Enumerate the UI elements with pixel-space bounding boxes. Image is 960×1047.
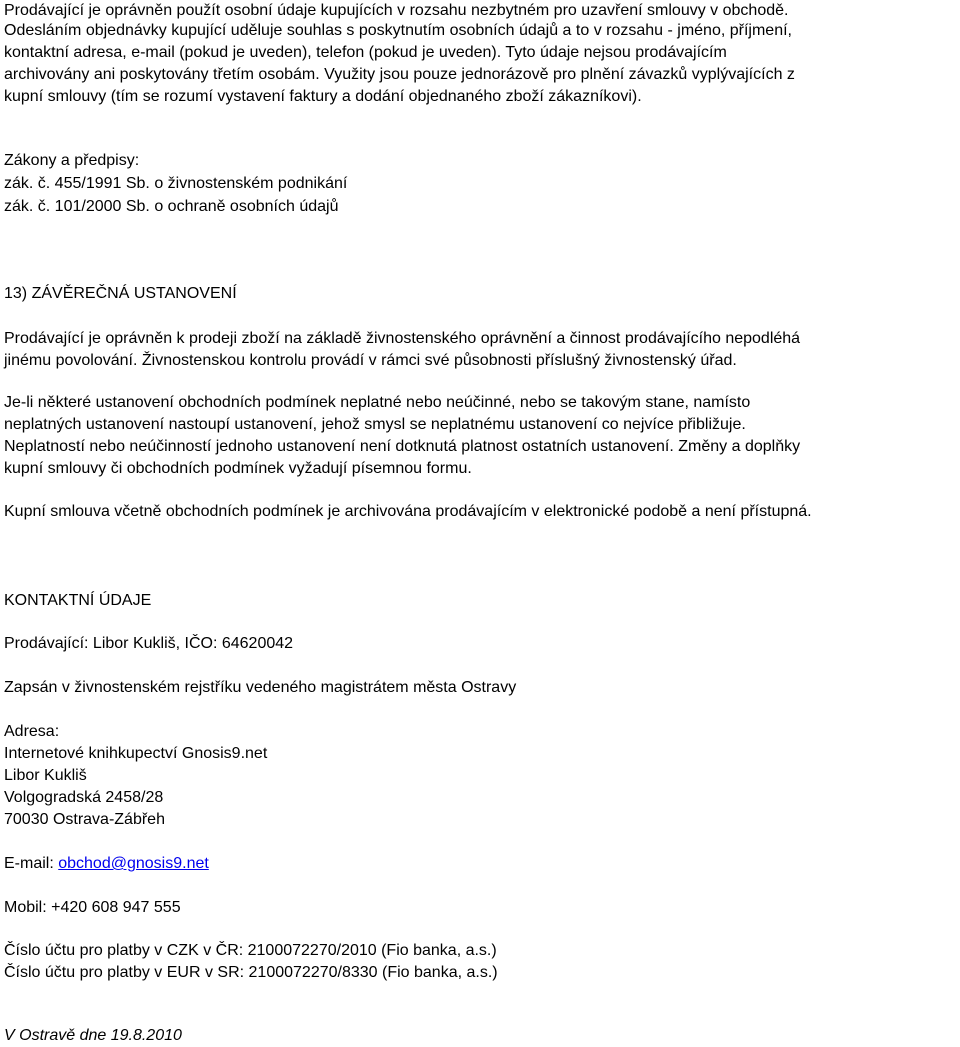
final-p2-line-1: Je-li některé ustanovení obchodních podmínek neplatné nebo neúčinné, nebo se takovým stane, namísto <box>4 394 751 411</box>
privacy-line-3: kontaktní adresa, e-mail (pokud je uveden), telefon (pokud je uveden). Tyto údaje nejsou prodávajícím <box>4 44 727 61</box>
date-line: V Ostravě dne 19.8.2010 <box>4 1027 182 1044</box>
final-p1-line-1: Prodávající je oprávněn k prodeji zboží na základě živnostenského oprávnění a činnost prodávajícího nepodléhá <box>4 330 801 347</box>
privacy-line-5: kupní smlouvy (tím se rozumí vystavení faktury a dodání objednaného zboží zákazníkovi). <box>4 88 642 105</box>
email-row <box>4 853 209 875</box>
contact-mobile: Mobil: +420 608 947 555 <box>4 899 181 916</box>
address-line-2: Libor Kukliš <box>4 767 87 784</box>
final-p3: Kupní smlouva včetně obchodních podmínek je archivována prodávajícím v elektronické podobě a není přístupná. <box>4 503 812 520</box>
email-label: E-mail: <box>4 855 59 872</box>
address-label: Adresa: <box>4 723 60 740</box>
final-p2-line-3: Neplatností nebo neúčinností jednoho ustanovení není dotknutá platnost ostatních ustanovení. Změny a doplňky <box>4 438 801 455</box>
privacy-line-2: Odesláním objednávky kupující uděluje souhlas s poskytnutím osobních údajů a to v rozsahu - jméno, příjmení, <box>4 22 792 39</box>
privacy-line-4: archivovány ani poskytovány třetím osobám. Využity jsou pouze jednorázově pro plnění závazků vyplývajících z <box>4 66 795 83</box>
contact-registry: Zapsán v živnostenském rejstříku vedeného magistrátem města Ostravy <box>4 679 517 696</box>
contact-heading: KONTAKTNÍ ÚDAJE <box>4 592 152 609</box>
laws-heading: Zákony a předpisy: <box>4 152 140 169</box>
law-item-1: zák. č. 455/1991 Sb. o živnostenském podnikání <box>4 175 348 192</box>
final-p1-line-2: jinému povolování. Živnostenskou kontrolu provádí v rámci své působnosti příslušný živnostenský úřad. <box>4 352 737 369</box>
address-line-1: Internetové knihkupectví Gnosis9.net <box>4 745 268 762</box>
contact-seller: Prodávající: Libor Kukliš, IČO: 64620042 <box>4 635 294 652</box>
address-line-4: 70030 Ostrava-Zábřeh <box>4 811 165 828</box>
account-czk: Číslo účtu pro platby v CZK v ČR: 2100072270/2010 (Fio banka, a.s.) <box>4 942 497 959</box>
final-p2-line-2: neplatných ustanovení nastoupí ustanovení, jehož smysl se neplatnému ustanovení co nejvíce přibližuje. <box>4 416 746 433</box>
privacy-line-1: Prodávající je oprávněn použít osobní údaje kupujících v rozsahu nezbytném pro uzavření smlouvy v obchodě. <box>4 2 789 19</box>
address-line-3: Volgogradská 2458/28 <box>4 789 164 806</box>
final-provisions-heading: 13) ZÁVĚREČNÁ USTANOVENÍ <box>4 285 237 302</box>
account-eur: Číslo účtu pro platby v EUR v SR: 2100072270/8330 (Fio banka, a.s.) <box>4 964 498 981</box>
final-p2-line-4: kupní smlouvy či obchodních podmínek vyžadují písemnou formu. <box>4 460 472 477</box>
law-item-2: zák. č. 101/2000 Sb. o ochraně osobních údajů <box>4 198 339 215</box>
email-link[interactable]: obchod@gnosis9.net <box>58 855 209 872</box>
